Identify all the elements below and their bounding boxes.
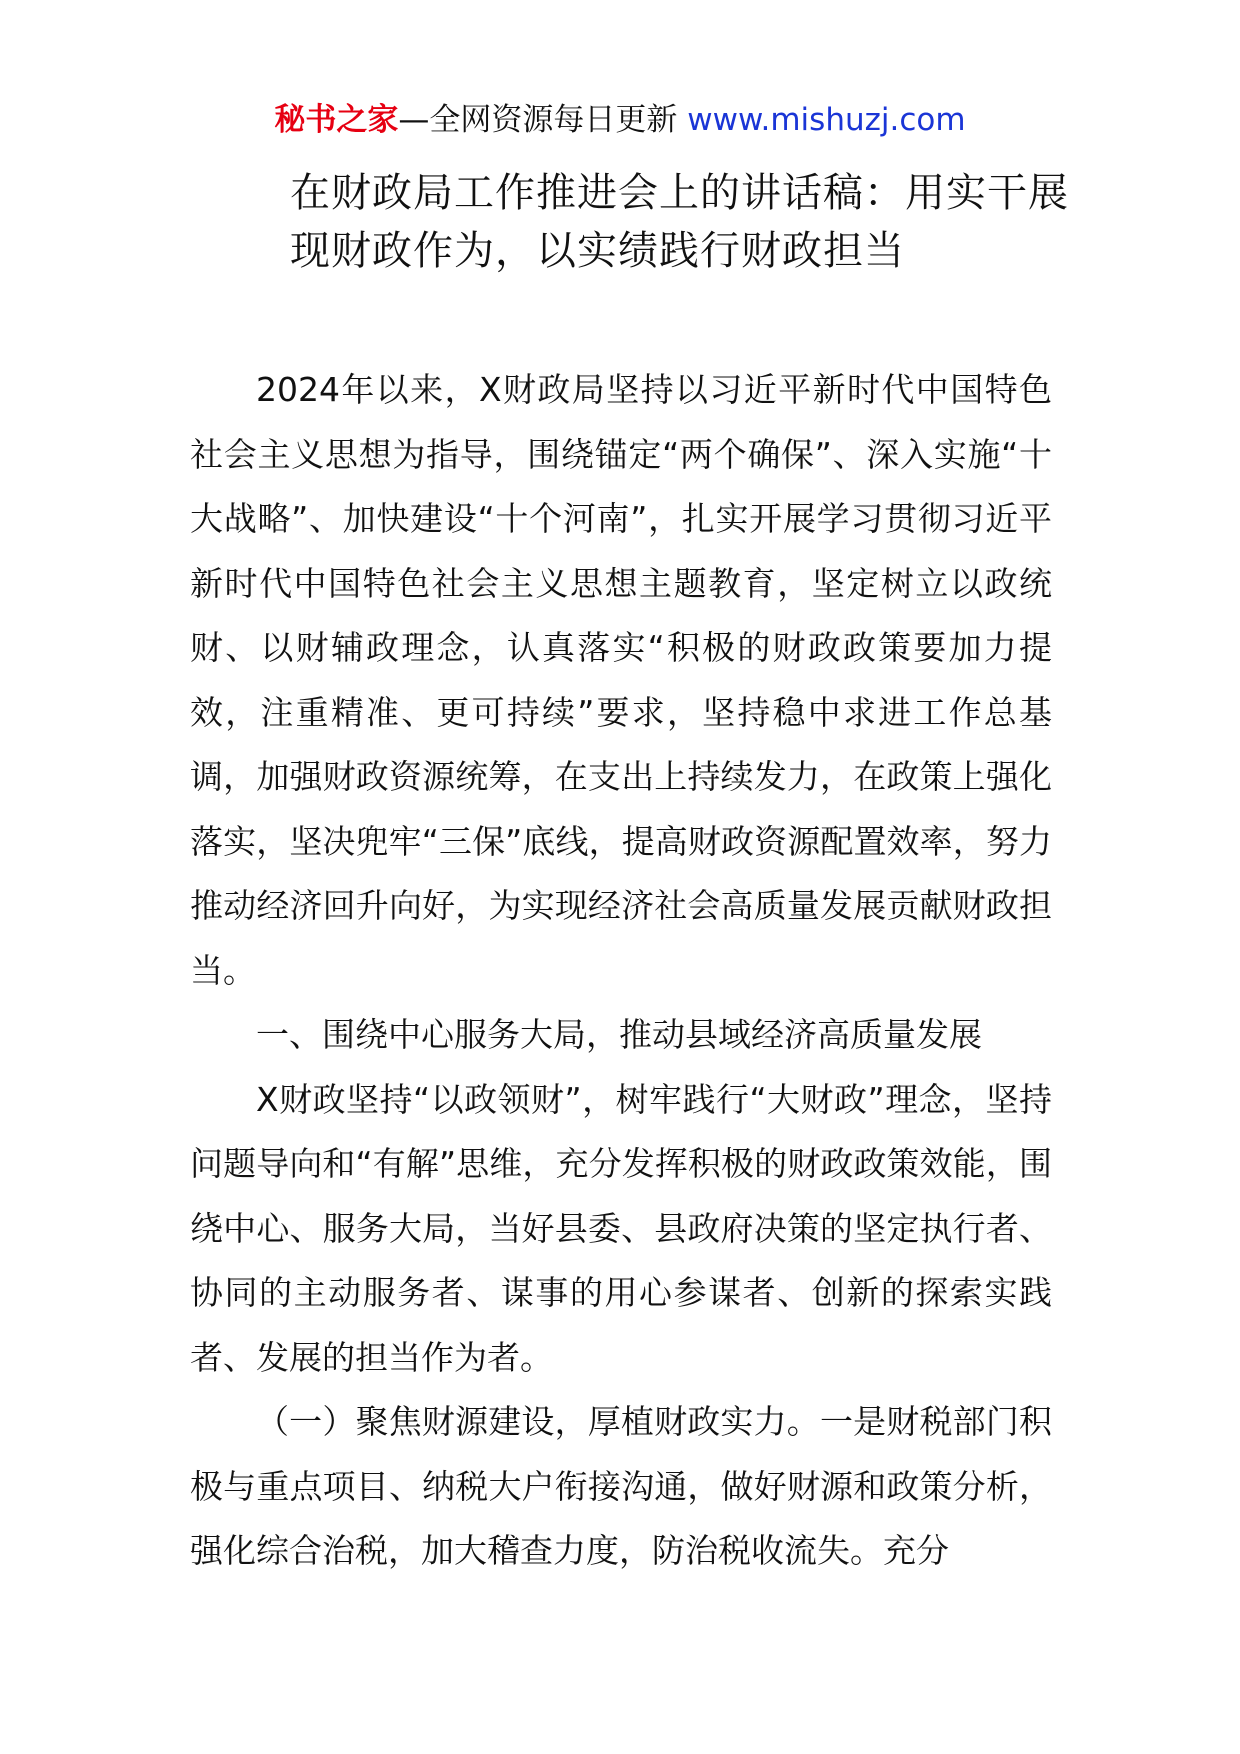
subsection-paragraph: （一）聚焦财源建设，厚植财政实力。一是财税部门积极与重点项目、纳税大户衔接沟通，做好财源和政策分析，强化综合治税，加大稽查力度，防治税收流失。充分 — [190, 1402, 1052, 1570]
site-url-link[interactable]: www.mishuzj.com — [687, 102, 966, 138]
document-body — [190, 358, 1052, 1584]
document-title: 在财政局工作推进会上的讲话稿：用实干展现财政作为，以实绩践行财政担当 — [290, 170, 1069, 274]
site-header — [0, 98, 1240, 142]
header-slogan: —全网资源每日更新 — [398, 102, 678, 138]
section-paragraph: X财政坚持“以政领财”，树牢践行“大财政”理念，坚持问题导向和“有解”思维，充分发挥积极的财政政策效能，围绕中心、服务大局，当好县委、县政府决策的坚定执行者、协同的主动服务者、谋事的用心参谋者、创新的探索实践者、发展的担当作为者。 — [190, 1079, 1052, 1377]
intro-paragraph: 2024年以来，X财政局坚持以习近平新时代中国特色社会主义思想为指导，围绕锚定“两个确保”、深入实施“十大战略”、加快建设“十个河南”，扎实开展学习贯彻习近平新时代中国特色社会主义思想主题教育，坚定树立以政统财、以财辅政理念，认真落实“积极的财政政策要加力提效，注重精准、更可持续”要求，坚持稳中求进工作总基调，加强财政资源统筹，在支出上持续发力，在政策上强化落实，坚决兜牢“三保”底线，提高财政资源配置效率，努力推动经济回升向好，为实现经济社会高质量发展贡献财政担当。 — [190, 370, 1052, 990]
brand-name: 秘书之家 — [274, 102, 399, 138]
section-heading: 一、围绕中心服务大局，推动县域经济高质量发展 — [256, 1015, 982, 1054]
